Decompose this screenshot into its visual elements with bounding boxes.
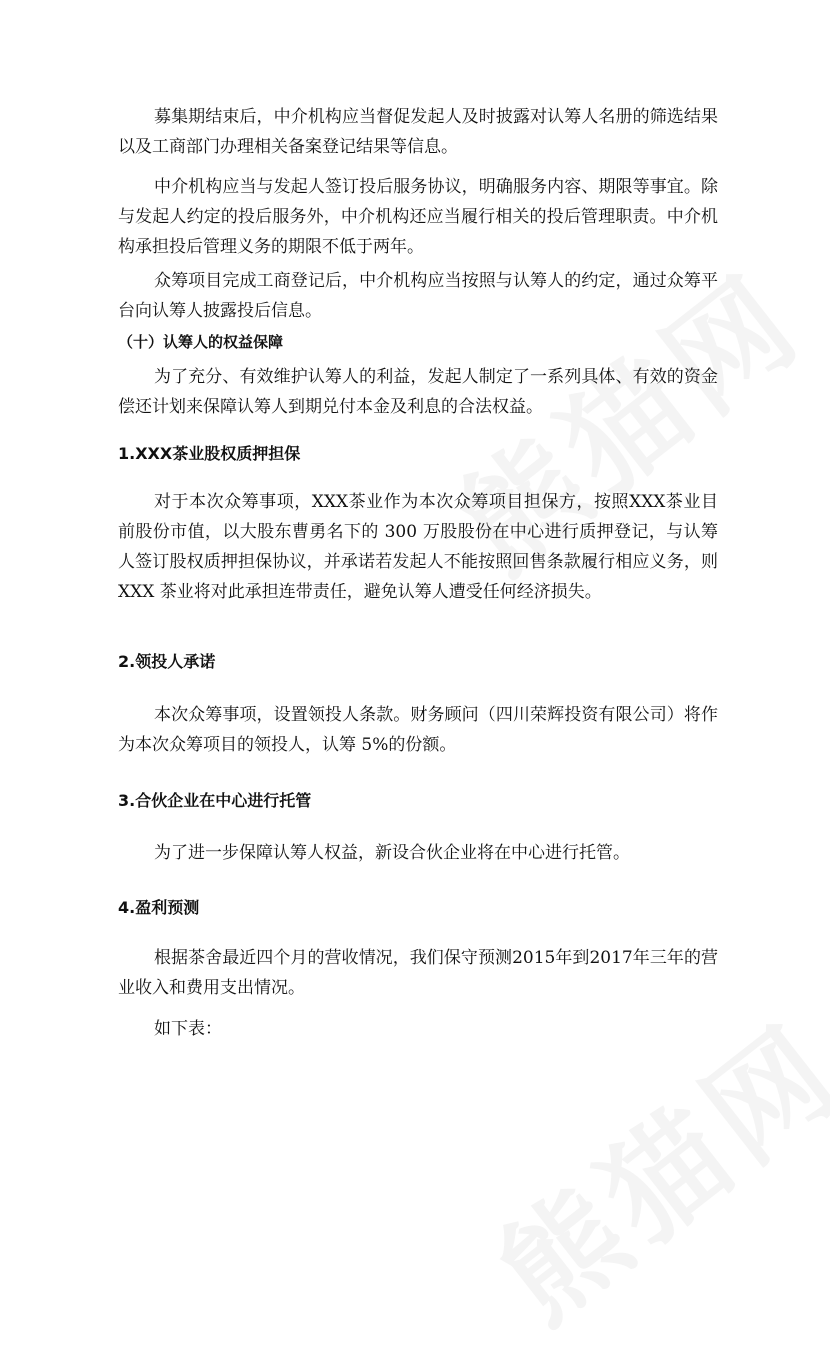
paragraph-post-investment-service: 中介机构应当与发起人签订投后服务协议，明确服务内容、期限等事宜。除与发起人约定的投后服务外，中介机构还应当履行相关的投后管理职责。中介机构承担投后管理义务的期限不低于两年。 [118,177,718,257]
paragraph-partnership-custody: 为了进一步保障认筹人权益，新设合伙企业将在中心进行托管。 [154,843,630,863]
paragraph-equity-pledge: 对于本次众筹事项，XXX茶业作为本次众筹项目担保方，按照XXX茶业目前股份市值，以大股东曹勇名下的 300 万股股份在中心进行质押登记，与认筹人签订股权质押担保协议，并承诺若发起人不能按照回售条款履行相应义务，则 XXX 茶业将对此承担连带责任，避免认筹人遭受任何经济损失。 [118,492,718,602]
paragraph-investor-rights: 为了充分、有效维护认筹人的利益，发起人制定了一系列具体、有效的资金偿还计划来保障认筹人到期兑付本金及利息的合法权益。 [118,367,718,417]
heading-equity-pledge: 1.XXX茶业股权质押担保 [118,444,301,463]
paragraph-disclosure: 募集期结束后，中介机构应当督促发起人及时披露对认筹人名册的筛选结果以及工商部门办理相关备案登记结果等信息。 [118,107,718,157]
paragraph-post-investment-info: 众筹项目完成工商登记后，中介机构应当按照与认筹人的约定，通过众筹平台向认筹人披露投后信息。 [118,271,718,321]
section-title-investor-rights: （十）认筹人的权益保障 [118,333,284,351]
heading-partnership-custody: 3.合伙企业在中心进行托管 [118,791,312,810]
paragraph-lead-investor: 本次众筹事项，设置领投人条款。财务顾问（四川荣辉投资有限公司）将作为本次众筹项目的领投人，认筹 5%的份额。 [118,705,718,755]
heading-lead-investor: 2.领投人承诺 [118,652,216,671]
heading-profit-forecast: 4.盈利预测 [118,898,200,917]
paragraph-profit-forecast: 根据茶舍最近四个月的营收情况，我们保守预测2015年到2017年三年的营业收入和费用支出情况。 [118,948,718,998]
paragraph-table-intro: 如下表： [154,1019,222,1039]
